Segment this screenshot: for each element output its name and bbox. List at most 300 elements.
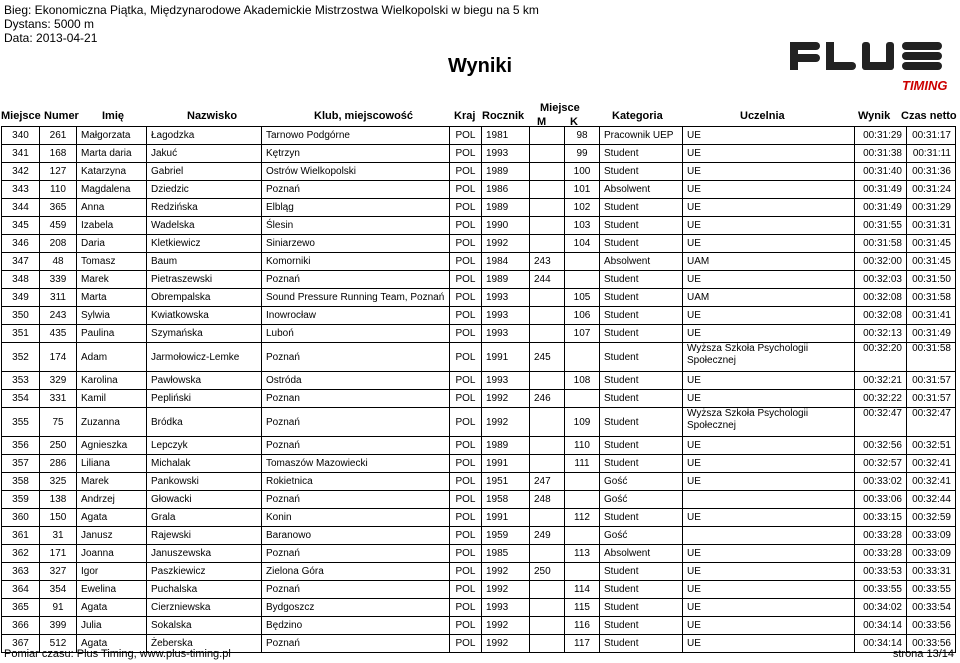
cell-year: 1986 [482, 181, 530, 199]
cell-result: 00:34:14 [855, 635, 907, 653]
cell-category: Student [600, 599, 683, 617]
cell-place: 356 [2, 437, 40, 455]
cell-country: POL [450, 455, 482, 473]
cell-result: 00:31:38 [855, 145, 907, 163]
cell-place-k [565, 563, 600, 581]
cell-place-k [565, 253, 600, 271]
cell-first-name: Agata [77, 635, 147, 653]
cell-net-time: 00:32:51 [907, 437, 956, 455]
cell-number: 365 [40, 199, 77, 217]
table-row [2, 581, 956, 599]
cell-first-name: Marta [77, 289, 147, 307]
page-title: Wyniki [448, 55, 513, 77]
cell-net-time: 00:31:57 [907, 372, 956, 390]
cell-first-name: Izabela [77, 217, 147, 235]
cell-place: 355 [2, 408, 40, 437]
cell-net-time: 00:33:09 [907, 545, 956, 563]
cell-net-time: 00:33:09 [907, 527, 956, 545]
cell-result: 00:33:53 [855, 563, 907, 581]
cell-category: Student [600, 509, 683, 527]
cell-result: 00:33:02 [855, 473, 907, 491]
cell-result: 00:32:00 [855, 253, 907, 271]
cell-university: UE [683, 181, 855, 199]
cell-year: 1992 [482, 635, 530, 653]
cell-result: 00:33:28 [855, 527, 907, 545]
cell-year: 1981 [482, 127, 530, 145]
cell-category: Gość [600, 527, 683, 545]
cell-last-name: Pankowski [147, 473, 262, 491]
cell-category: Student [600, 372, 683, 390]
cell-university: UE [683, 307, 855, 325]
cell-category: Student [600, 289, 683, 307]
cell-place-k: 112 [565, 509, 600, 527]
cell-place-m [530, 581, 565, 599]
cell-place-k [565, 271, 600, 289]
cell-club: Kętrzyn [262, 145, 450, 163]
cell-place-m [530, 617, 565, 635]
cell-club: Poznań [262, 581, 450, 599]
cell-country: POL [450, 473, 482, 491]
cell-number: 261 [40, 127, 77, 145]
table-row [2, 181, 956, 199]
cell-last-name: Głowacki [147, 491, 262, 509]
race-date: Data: 2013-04-21 [4, 31, 98, 45]
cell-country: POL [450, 408, 482, 437]
cell-result: 00:33:28 [855, 545, 907, 563]
cell-place-m [530, 545, 565, 563]
cell-university: UE [683, 599, 855, 617]
cell-place-m: 246 [530, 390, 565, 408]
cell-net-time: 00:31:29 [907, 199, 956, 217]
col-rocznik: Rocznik [482, 110, 525, 122]
cell-club: Poznań [262, 343, 450, 372]
cell-country: POL [450, 563, 482, 581]
cell-place: 354 [2, 390, 40, 408]
cell-category: Student [600, 217, 683, 235]
cell-country: POL [450, 163, 482, 181]
cell-net-time: 00:32:41 [907, 455, 956, 473]
cell-place-m [530, 509, 565, 527]
cell-club: Komorniki [262, 253, 450, 271]
cell-number: 327 [40, 563, 77, 581]
cell-category: Student [600, 235, 683, 253]
col-kraj: Kraj [454, 110, 476, 122]
cell-club: Tomaszów Mazowiecki [262, 455, 450, 473]
cell-university: UE [683, 563, 855, 581]
cell-last-name: Bródka [147, 408, 262, 437]
cell-first-name: Agata [77, 599, 147, 617]
cell-club: Bydgoszcz [262, 599, 450, 617]
cell-year: 1992 [482, 408, 530, 437]
cell-net-time: 00:32:41 [907, 473, 956, 491]
cell-category: Student [600, 199, 683, 217]
cell-place: 348 [2, 271, 40, 289]
cell-net-time: 00:31:45 [907, 253, 956, 271]
cell-first-name: Kamil [77, 390, 147, 408]
cell-club: Poznań [262, 437, 450, 455]
cell-place-k [565, 343, 600, 372]
cell-place-k: 117 [565, 635, 600, 653]
cell-university: UE [683, 617, 855, 635]
cell-club: Poznań [262, 491, 450, 509]
cell-country: POL [450, 199, 482, 217]
cell-club: Ostrów Wielkopolski [262, 163, 450, 181]
cell-number: 150 [40, 509, 77, 527]
cell-place-m: 245 [530, 343, 565, 372]
cell-year: 1985 [482, 545, 530, 563]
table-row [2, 372, 956, 390]
cell-category: Student [600, 145, 683, 163]
cell-net-time: 00:31:11 [907, 145, 956, 163]
table-row [2, 217, 956, 235]
cell-first-name: Liliana [77, 455, 147, 473]
cell-result: 00:33:15 [855, 509, 907, 527]
cell-number: 435 [40, 325, 77, 343]
cell-country: POL [450, 307, 482, 325]
cell-number: 250 [40, 437, 77, 455]
cell-first-name: Sylwia [77, 307, 147, 325]
cell-year: 1993 [482, 372, 530, 390]
table-row [2, 307, 956, 325]
cell-place-m [530, 235, 565, 253]
col-k: K [570, 116, 578, 128]
cell-year: 1992 [482, 390, 530, 408]
race-distance: Dystans: 5000 m [4, 17, 95, 31]
cell-university: UE [683, 437, 855, 455]
cell-first-name: Zuzanna [77, 408, 147, 437]
cell-place-m: 244 [530, 271, 565, 289]
cell-category: Gość [600, 491, 683, 509]
cell-number: 208 [40, 235, 77, 253]
cell-place-m [530, 217, 565, 235]
cell-place: 345 [2, 217, 40, 235]
cell-last-name: Pawłowska [147, 372, 262, 390]
table-row [2, 599, 956, 617]
cell-university: UE [683, 390, 855, 408]
cell-club: Zielona Góra [262, 563, 450, 581]
cell-net-time: 00:33:56 [907, 617, 956, 635]
table-row [2, 145, 956, 163]
cell-result: 00:32:47 [855, 408, 907, 437]
cell-net-time: 00:31:50 [907, 271, 956, 289]
cell-net-time: 00:31:45 [907, 235, 956, 253]
cell-category: Student [600, 390, 683, 408]
cell-first-name: Katarzyna [77, 163, 147, 181]
cell-year: 1958 [482, 491, 530, 509]
cell-university: UAM [683, 289, 855, 307]
cell-net-time: 00:33:56 [907, 635, 956, 653]
cell-country: POL [450, 581, 482, 599]
cell-club: Ślesin [262, 217, 450, 235]
cell-place-k: 109 [565, 408, 600, 437]
cell-category: Absolwent [600, 253, 683, 271]
cell-category: Student [600, 325, 683, 343]
cell-place-k: 108 [565, 372, 600, 390]
cell-year: 1993 [482, 325, 530, 343]
cell-category: Student [600, 617, 683, 635]
cell-place-k [565, 390, 600, 408]
table-row [2, 617, 956, 635]
cell-place-k: 116 [565, 617, 600, 635]
cell-category: Student [600, 271, 683, 289]
cell-university: UE [683, 235, 855, 253]
cell-year: 1991 [482, 343, 530, 372]
cell-place-k: 110 [565, 437, 600, 455]
cell-number: 75 [40, 408, 77, 437]
cell-country: POL [450, 527, 482, 545]
cell-place-m [530, 455, 565, 473]
table-row [2, 289, 956, 307]
cell-country: POL [450, 181, 482, 199]
cell-first-name: Tomasz [77, 253, 147, 271]
cell-year: 1984 [482, 253, 530, 271]
cell-university: Wyższa Szkoła Psychologii Społecznej [683, 343, 855, 372]
cell-year: 1959 [482, 527, 530, 545]
table-row [2, 271, 956, 289]
cell-university: UE [683, 325, 855, 343]
cell-place: 352 [2, 343, 40, 372]
cell-country: POL [450, 235, 482, 253]
cell-first-name: Ewelina [77, 581, 147, 599]
cell-university: UE [683, 509, 855, 527]
cell-country: POL [450, 545, 482, 563]
cell-year: 1992 [482, 581, 530, 599]
cell-net-time: 00:31:57 [907, 390, 956, 408]
cell-number: 48 [40, 253, 77, 271]
cell-result: 00:34:02 [855, 599, 907, 617]
cell-place-m [530, 145, 565, 163]
cell-number: 399 [40, 617, 77, 635]
cell-last-name: Żeberska [147, 635, 262, 653]
cell-country: POL [450, 491, 482, 509]
col-numer: Numer [44, 110, 79, 122]
cell-year: 1989 [482, 163, 530, 181]
cell-result: 00:32:20 [855, 343, 907, 372]
cell-net-time: 00:33:31 [907, 563, 956, 581]
cell-university [683, 527, 855, 545]
cell-year: 1989 [482, 199, 530, 217]
cell-year: 1993 [482, 307, 530, 325]
cell-last-name: Rajewski [147, 527, 262, 545]
cell-place: 359 [2, 491, 40, 509]
cell-category: Student [600, 581, 683, 599]
cell-last-name: Wadelska [147, 217, 262, 235]
cell-last-name: Obrempalska [147, 289, 262, 307]
cell-number: 138 [40, 491, 77, 509]
cell-club: Baranowo [262, 527, 450, 545]
cell-result: 00:34:14 [855, 617, 907, 635]
cell-place-k: 100 [565, 163, 600, 181]
cell-result: 00:32:13 [855, 325, 907, 343]
cell-place: 346 [2, 235, 40, 253]
cell-last-name: Baum [147, 253, 262, 271]
cell-place: 363 [2, 563, 40, 581]
cell-result: 00:31:40 [855, 163, 907, 181]
cell-first-name: Marek [77, 473, 147, 491]
cell-place: 362 [2, 545, 40, 563]
cell-place: 340 [2, 127, 40, 145]
cell-university: UE [683, 545, 855, 563]
cell-net-time: 00:31:49 [907, 325, 956, 343]
cell-last-name: Cierzniewska [147, 599, 262, 617]
cell-category: Pracownik UEP [600, 127, 683, 145]
cell-university: UE [683, 455, 855, 473]
table-row [2, 437, 956, 455]
cell-result: 00:31:49 [855, 181, 907, 199]
cell-university: UE [683, 372, 855, 390]
table-row [2, 491, 956, 509]
cell-year: 1992 [482, 563, 530, 581]
cell-club: Siniarzewo [262, 235, 450, 253]
cell-first-name: Adam [77, 343, 147, 372]
cell-place-m: 250 [530, 563, 565, 581]
cell-country: POL [450, 617, 482, 635]
cell-club: Poznań [262, 271, 450, 289]
cell-club: Poznań [262, 181, 450, 199]
cell-place: 357 [2, 455, 40, 473]
cell-country: POL [450, 145, 482, 163]
cell-university: UE [683, 163, 855, 181]
cell-place: 349 [2, 289, 40, 307]
cell-first-name: Joanna [77, 545, 147, 563]
cell-place: 347 [2, 253, 40, 271]
cell-place-m [530, 408, 565, 437]
cell-net-time: 00:31:24 [907, 181, 956, 199]
table-row [2, 325, 956, 343]
cell-number: 286 [40, 455, 77, 473]
cell-number: 91 [40, 599, 77, 617]
cell-first-name: Janusz [77, 527, 147, 545]
cell-place: 365 [2, 599, 40, 617]
cell-country: POL [450, 599, 482, 617]
cell-place-k: 105 [565, 289, 600, 307]
cell-place: 364 [2, 581, 40, 599]
cell-place-m [530, 599, 565, 617]
cell-result: 00:31:55 [855, 217, 907, 235]
cell-country: POL [450, 217, 482, 235]
cell-place: 361 [2, 527, 40, 545]
cell-first-name: Igor [77, 563, 147, 581]
col-m: M [537, 116, 547, 128]
cell-university: UE [683, 473, 855, 491]
cell-year: 1993 [482, 289, 530, 307]
cell-year: 1990 [482, 217, 530, 235]
cell-country: POL [450, 343, 482, 372]
table-row [2, 563, 956, 581]
cell-university: Wyższa Szkoła Psychologii Społecznej [683, 408, 855, 437]
cell-last-name: Januszewska [147, 545, 262, 563]
cell-category: Student [600, 563, 683, 581]
cell-club: Luboń [262, 325, 450, 343]
cell-place-k: 102 [565, 199, 600, 217]
cell-place: 360 [2, 509, 40, 527]
cell-place-k: 106 [565, 307, 600, 325]
cell-place-k: 99 [565, 145, 600, 163]
cell-place: 367 [2, 635, 40, 653]
cell-category: Student [600, 635, 683, 653]
cell-result: 00:31:49 [855, 199, 907, 217]
cell-result: 00:31:29 [855, 127, 907, 145]
cell-first-name: Marta daria [77, 145, 147, 163]
cell-place-m [530, 437, 565, 455]
cell-place: 353 [2, 372, 40, 390]
cell-first-name: Agnieszka [77, 437, 147, 455]
cell-last-name: Kwiatkowska [147, 307, 262, 325]
cell-number: 168 [40, 145, 77, 163]
cell-number: 325 [40, 473, 77, 491]
results-table [1, 126, 956, 653]
cell-last-name: Michalak [147, 455, 262, 473]
col-klub: Klub, miejscowość [314, 110, 414, 122]
cell-place-k: 115 [565, 599, 600, 617]
cell-net-time: 00:31:36 [907, 163, 956, 181]
cell-university: UE [683, 199, 855, 217]
cell-country: POL [450, 325, 482, 343]
cell-university: UE [683, 581, 855, 599]
cell-result: 00:32:03 [855, 271, 907, 289]
cell-number: 171 [40, 545, 77, 563]
cell-place-m [530, 127, 565, 145]
cell-last-name: Sokalska [147, 617, 262, 635]
cell-last-name: Dziedzic [147, 181, 262, 199]
cell-country: POL [450, 289, 482, 307]
cell-category: Student [600, 163, 683, 181]
cell-place-m: 248 [530, 491, 565, 509]
cell-number: 311 [40, 289, 77, 307]
cell-country: POL [450, 372, 482, 390]
col-imie: Imię [102, 110, 125, 122]
table-row [2, 390, 956, 408]
cell-first-name: Agata [77, 509, 147, 527]
cell-last-name: Paszkiewicz [147, 563, 262, 581]
cell-category: Gość [600, 473, 683, 491]
cell-net-time: 00:31:58 [907, 343, 956, 372]
cell-place-m [530, 635, 565, 653]
cell-last-name: Redzińska [147, 199, 262, 217]
cell-number: 512 [40, 635, 77, 653]
cell-result: 00:32:22 [855, 390, 907, 408]
cell-last-name: Jakuć [147, 145, 262, 163]
col-miejsce: Miejsce [1, 110, 41, 122]
cell-place: 366 [2, 617, 40, 635]
race-name: Bieg: Ekonomiczna Piątka, Międzynarodowe Akademickie Mistrzostwa Wielkopolski w biegu na 5 km [4, 3, 539, 17]
cell-university: UE [683, 635, 855, 653]
cell-number: 339 [40, 271, 77, 289]
cell-place: 351 [2, 325, 40, 343]
cell-place-m: 247 [530, 473, 565, 491]
cell-club: Konin [262, 509, 450, 527]
cell-club: Rokietnica [262, 473, 450, 491]
cell-last-name: Łagodzka [147, 127, 262, 145]
table-row [2, 473, 956, 491]
cell-place-k [565, 473, 600, 491]
table-row [2, 509, 956, 527]
cell-place-k: 98 [565, 127, 600, 145]
cell-place-k: 104 [565, 235, 600, 253]
cell-place: 358 [2, 473, 40, 491]
cell-club: Tarnowo Podgórne [262, 127, 450, 145]
cell-place-m [530, 325, 565, 343]
cell-last-name: Grala [147, 509, 262, 527]
cell-net-time: 00:31:17 [907, 127, 956, 145]
cell-university: UE [683, 271, 855, 289]
table-row [2, 545, 956, 563]
cell-last-name: Lepczyk [147, 437, 262, 455]
cell-place-k: 111 [565, 455, 600, 473]
cell-club: Poznań [262, 545, 450, 563]
col-wynik: Wynik [858, 110, 891, 122]
cell-last-name: Pepliński [147, 390, 262, 408]
